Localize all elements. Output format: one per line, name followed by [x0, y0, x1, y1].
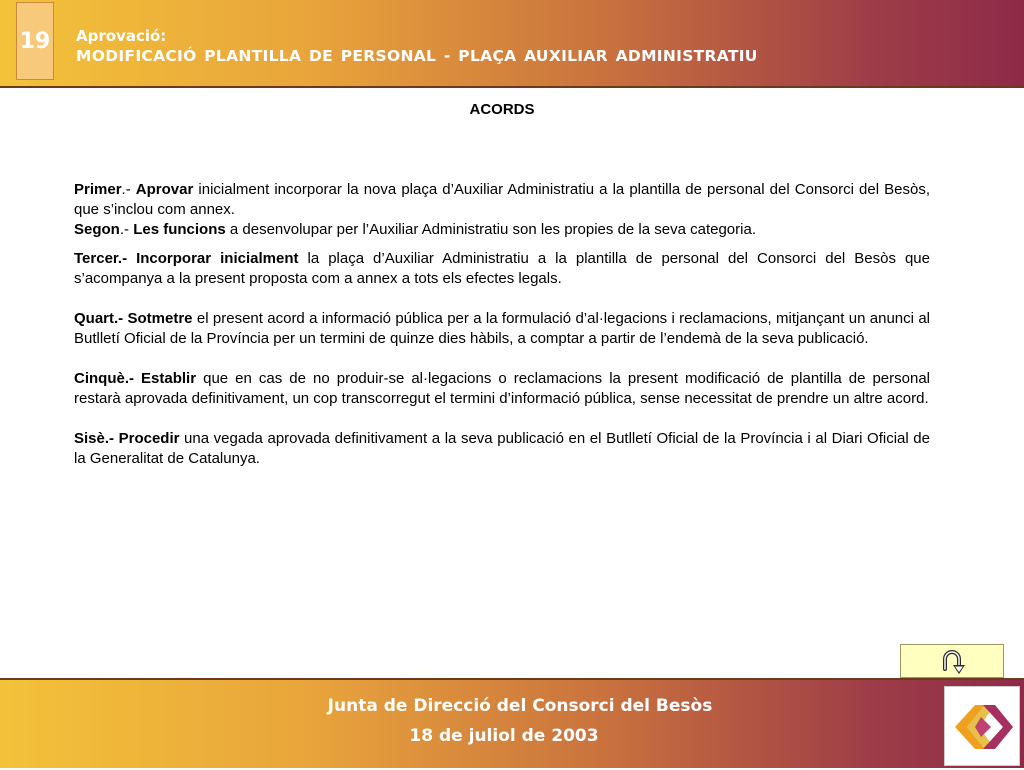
- consorci-logo: [944, 686, 1020, 766]
- section-heading: ACORDS: [469, 101, 535, 118]
- segon-text: a desenvolupar per l’Auxiliar Administratiu son les propies de la seva categoria.: [225, 221, 756, 238]
- paragraph-primer: [74, 180, 930, 220]
- segon-label: Segon: [74, 221, 120, 238]
- quart-text: el present acord a informació pública per a la formulació d’al·legacions i reclamacions, mitjançant un anunci al Butlletí Oficial de la Província per un termini de quinze dies hàbils, a comptar a partir de l’endemà de la seva publicació.: [74, 310, 930, 347]
- paragraph-cinque: [74, 369, 930, 409]
- paragraph-segon: [74, 220, 930, 240]
- slide-number: 19: [16, 2, 54, 80]
- primer-sep: .-: [121, 181, 136, 198]
- primer-label: Primer: [74, 181, 122, 198]
- paragraph-quart: [74, 309, 930, 349]
- slide-footer: [0, 678, 1024, 768]
- header-subtitle: MODIFICACIÓ PLANTILLA DE PERSONAL - PLAÇA AUXILIAR ADMINISTRATIU: [76, 47, 758, 65]
- segon-verb: Les funcions: [133, 221, 226, 238]
- consorci-logo-icon: [945, 687, 1019, 765]
- primer-verb: Aprovar: [135, 181, 194, 198]
- header-title: Aprovació:: [76, 27, 167, 45]
- cinque-text: que en cas de no produir-se al·legacions o reclamacions la present modificació de plantilla de personal restarà aprovada definitivament, un cop transcorregut el termini d’informació pública, sense necessitat de prendre un altre acord.: [74, 370, 930, 407]
- cinque-lead: Cinquè.- Establir: [74, 370, 197, 387]
- slide-header: [0, 0, 1024, 88]
- paragraph-sise: [74, 429, 930, 469]
- tercer-text: la plaça d’Auxiliar Administratiu a la plantilla de personal del Consorci del Besòs que s’acompanya a la present proposta com a annex a tots els efectes legals.: [74, 250, 930, 287]
- quart-lead: Quart.- Sotmetre: [74, 310, 193, 327]
- return-button[interactable]: [900, 644, 1004, 678]
- agreements-body: [74, 180, 930, 469]
- footer-date: 18 de juliol de 2003: [409, 726, 599, 746]
- tercer-lead: Tercer.- Incorporar inicialment: [74, 250, 299, 267]
- sise-lead: Sisè.- Procedir: [74, 430, 180, 447]
- primer-text: inicialment incorporar la nova plaça d’Auxiliar Administratiu a la plantilla de personal del Consorci del Besòs, que s’inclou com annex.: [74, 181, 930, 218]
- return-arrow-icon: [937, 647, 967, 675]
- footer-organization: Junta de Direcció del Consorci del Besòs: [327, 696, 713, 716]
- segon-sep: .-: [119, 221, 134, 238]
- paragraph-tercer: [74, 249, 930, 289]
- sise-text: una vegada aprovada definitivament a la seva publicació en el Butlletí Oficial de la Província i al Diari Oficial de la Generalitat de Catalunya.: [74, 430, 930, 467]
